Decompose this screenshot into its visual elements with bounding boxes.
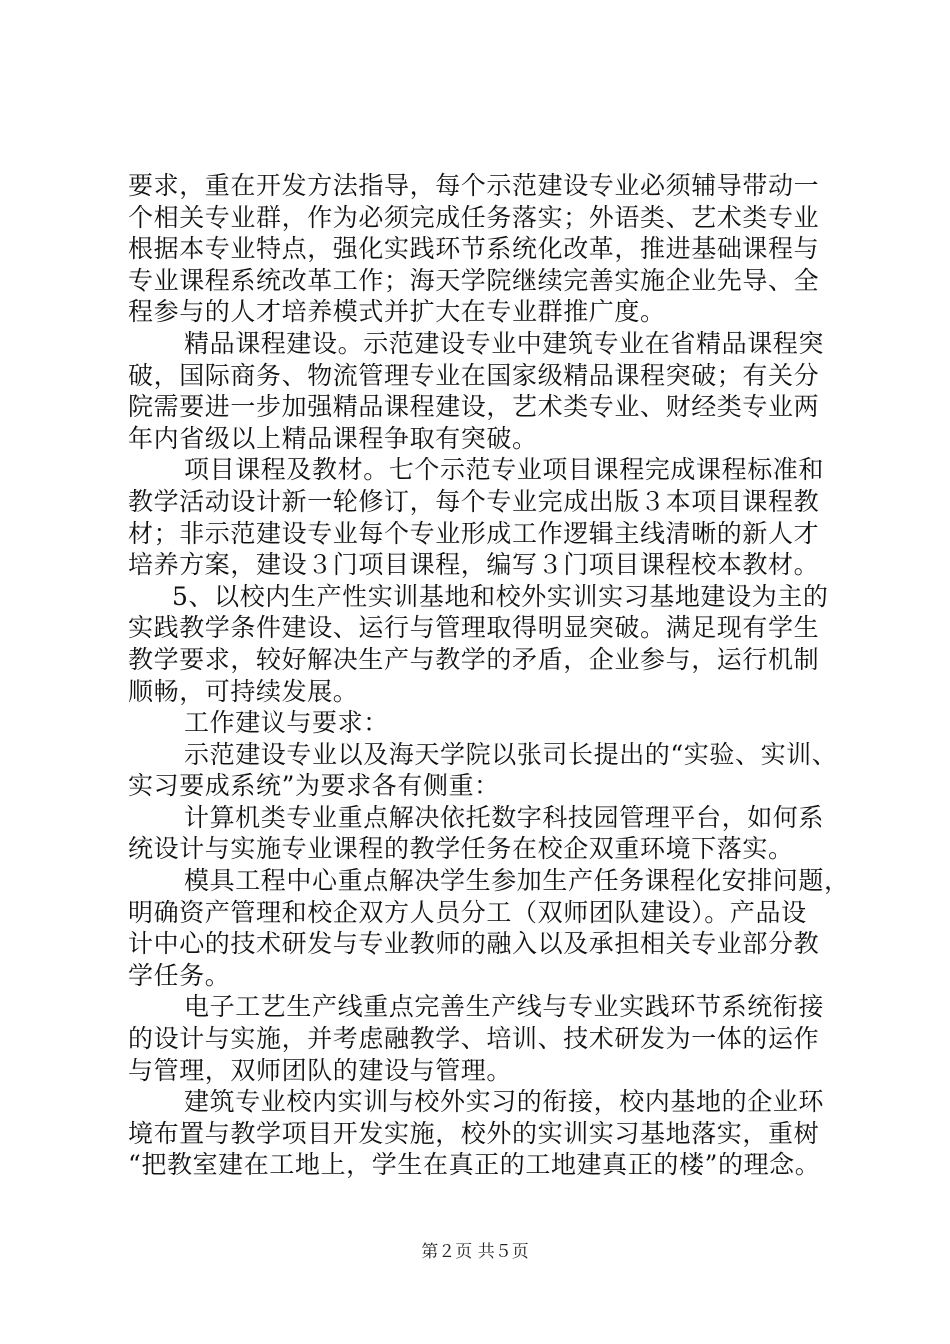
text-line: 建筑专业校内实训与校外实习的衔接，校内基地的企业环 [184,1087,825,1117]
text-line: 计算机类专业重点解决依托数字科技园管理平台，如何系 [184,802,825,832]
text-line: 统设计与实施专业课程的教学任务在校企双重环境下落实。 [128,834,794,864]
text-line: 培养方案，建设３门项目课程，编写３门项目课程校本教材。 [128,550,820,580]
text-line: 根据本专业特点，强化实践环节系统化改革，推进基础课程与 [128,234,820,264]
text-line: 实习要成系统”为要求各有侧重： [128,771,500,801]
text-line: 实践教学条件建设、运行与管理取得明显突破。满足现有学生 [128,613,820,643]
text-line: 院需要进一步加强精品课程建设，艺术类专业、财经类专业两 [128,392,820,422]
text-line: 电子工艺生产线重点完善生产线与专业实践环节系统衔接 [184,992,825,1022]
text-line: 材；非示范建设专业每个专业形成工作逻辑主线清晰的新人才 [128,518,820,548]
text-line: 项目课程及教材。七个示范专业项目课程完成课程标准和 [184,455,825,485]
text-line: 个相关专业群，作为必须完成任务落实；外语类、艺术类专业 [128,202,820,232]
text-line: 教学活动设计新一轮修订，每个专业完成出版３本项目课程教 [128,486,820,516]
text-line: 境布置与教学项目开发实施，校外的实训实习基地落实，重树 [128,1118,820,1148]
text-line: 明确资产管理和校企双方人员分工（双师团队建设）。产品设 [128,897,807,927]
text-line: 精品课程建设。示范建设专业中建筑专业在省精品课程突 [184,328,825,358]
text-line: 学任务。 [128,960,231,990]
document-body [128,170,858,1181]
text-line: 工作建议与要求： [184,708,389,738]
text-line: 破，国际商务、物流管理专业在国家级精品课程突破；有关分 [128,360,820,390]
text-line: 专业课程系统改革工作；海天学院继续完善实施企业先导、全 [128,265,820,295]
text-line: 与管理，双师团队的建设与管理。 [128,1055,513,1085]
text-line: 顺畅，可持续发展。 [128,676,359,706]
text-line: 要求，重在开发方法指导，每个示范建设专业必须辅导带动一 [128,171,820,200]
text-line: 计中心的技术研发与专业教师的融入以及承担相关专业部分教 [128,929,820,959]
text-line: 5、以校内生产性实训基地和校外实训实习基地建设为主的 [172,581,829,611]
text-line: 年内省级以上精品课程争取有突破。 [128,423,538,453]
text-line: 模具工程中心重点解决学生参加生产任务课程化安排问题， [184,866,850,896]
page-number-label: 第２页 共５页 [421,1242,529,1262]
text-line: “把教室建在工地上，学生在真正的工地建真正的楼”的理念。 [128,1150,821,1180]
text-line: 程参与的人才培养模式并扩大在专业群推广度。 [128,297,666,327]
page-footer [0,1241,950,1263]
text-line: 示范建设专业以及海天学院以张司长提出的“实验、实训、 [184,739,838,769]
text-line: 教学要求，较好解决生产与教学的矛盾，企业参与，运行机制 [128,644,820,674]
text-line: 的设计与实施，并考虑融教学、培训、技术研发为一体的运作 [128,1024,820,1054]
